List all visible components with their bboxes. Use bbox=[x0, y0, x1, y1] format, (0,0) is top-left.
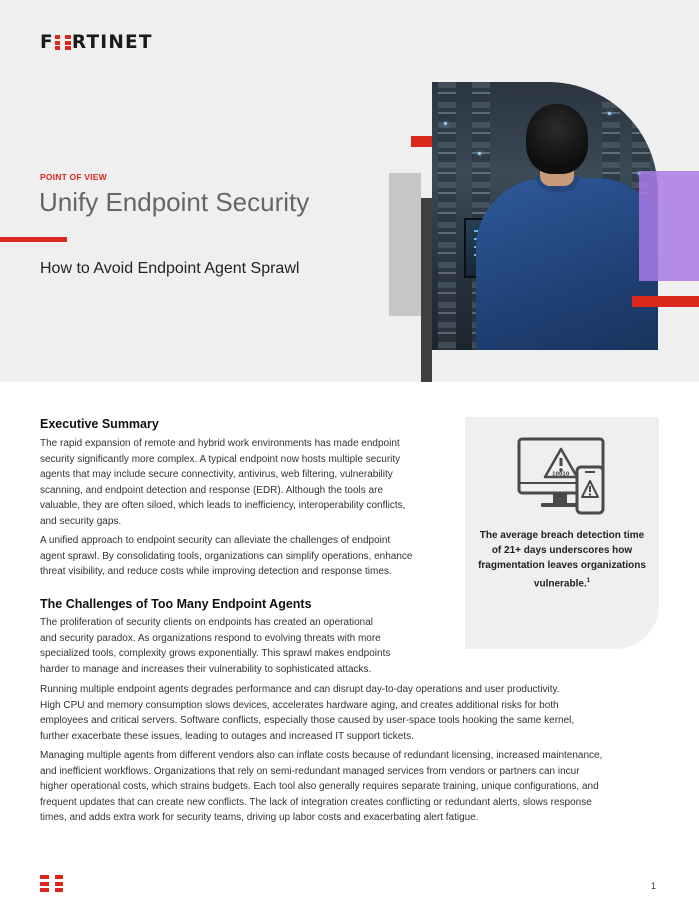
paragraph-challenges-1 bbox=[40, 615, 390, 677]
logo-text-end: RTINET bbox=[71, 32, 153, 53]
text-line: agent sprawl. By consolidating tools, organizations can simplify operations, enhance bbox=[40, 550, 413, 562]
text-line: employees and critical servers. Software conflicts, especially those caused by user-space tools hooking the same kernel, bbox=[40, 715, 575, 726]
decorative-grey-bar bbox=[389, 173, 421, 316]
fortinet-logo bbox=[40, 32, 153, 53]
callout-stat-text bbox=[477, 528, 647, 591]
text-line: further exacerbate these issues, leading to outages and increased IT support tickets. bbox=[40, 730, 414, 742]
footnote-marker: 1 bbox=[586, 577, 591, 584]
text-line: The rapid expansion of remote and hybrid work environments has made endpoint bbox=[40, 438, 400, 449]
text-line: valuable, they are often siloed, which leads to inefficiency, interoperability conflicts, bbox=[40, 500, 406, 511]
text-line: scanning, and endpoint detection and response (EDR). Although the tools are bbox=[40, 484, 384, 496]
stat-callout-box bbox=[465, 417, 659, 649]
document-subtitle: How to Avoid Endpoint Agent Sprawl bbox=[40, 260, 300, 277]
paragraph-exec-2 bbox=[40, 533, 412, 580]
text-line: Running multiple endpoint agents degrades performance and can disrupt day-to-day operations and user productivity. bbox=[40, 684, 560, 695]
text-line: specialized tools, complexity grows exponentially. This sprawl makes endpoints bbox=[40, 648, 391, 659]
monitor-phone-warning-icon bbox=[517, 437, 607, 517]
accent-bar-right bbox=[632, 296, 699, 307]
decorative-dark-bar bbox=[421, 198, 432, 382]
engineer-photo bbox=[432, 82, 658, 350]
paragraph-challenges-2 bbox=[40, 682, 574, 744]
logo-text-start: F bbox=[40, 32, 54, 53]
text-line: A unified approach to endpoint security can alleviate the challenges of endpoint bbox=[40, 535, 391, 546]
eyebrow-label: POINT OF VIEW bbox=[40, 172, 107, 182]
decorative-purple-block bbox=[639, 171, 699, 281]
section-heading-challenges: The Challenges of Too Many Endpoint Agents bbox=[40, 597, 312, 611]
page-number: 1 bbox=[651, 881, 657, 891]
text-line: Managing multiple agents from different vendors also can inflate costs because of redundant licensing, increased maintenance, bbox=[40, 750, 603, 761]
text-line: higher operational costs, which strains budgets. Each tool also generally requires separate training, unique configurations, and bbox=[40, 781, 599, 792]
document-title: Unify Endpoint Security bbox=[39, 187, 310, 217]
paragraph-exec-1 bbox=[40, 436, 405, 529]
callout-text-body: The average breach detection time of 21+ days underscores how fragmentation leaves organizations vulnerable. bbox=[478, 530, 646, 589]
accent-bar bbox=[0, 237, 67, 242]
text-line: and security paradox. As organizations respond to evolving threats with more bbox=[40, 632, 381, 644]
text-line: The proliferation of security clients on endpoints has created an operational bbox=[40, 617, 373, 628]
text-line: and inefficient workflows. Organizations that rely on semi-redundant managed services from vendors or partners can incur bbox=[40, 765, 580, 777]
text-line: security significantly more complex. A typical endpoint now hosts multiple security bbox=[40, 453, 401, 465]
text-line: and security gaps. bbox=[40, 515, 122, 527]
text-line: times, and adds extra work for security teams, driving up labor costs and exacerbating alert fatigue. bbox=[40, 812, 479, 823]
text-line: frequent updates that can create new conflicts. The lack of integration creates conflicting or redundant alerts, slows response bbox=[40, 796, 592, 808]
fortinet-mark-icon bbox=[40, 875, 63, 892]
section-heading-executive-summary: Executive Summary bbox=[40, 417, 159, 431]
paragraph-challenges-3 bbox=[40, 748, 602, 826]
monitor-code-text: 10010 bbox=[552, 471, 570, 478]
hero-banner bbox=[0, 0, 699, 382]
logo-o-icon bbox=[55, 35, 71, 50]
text-line: harder to manage and increases their vulnerability to sophisticated attacks. bbox=[40, 663, 372, 675]
text-line: threat visibility, and reduce costs while improving detection and response times. bbox=[40, 566, 392, 577]
text-line: High CPU and memory consumption slows devices, accelerates hardware aging, and creates additional risks for both bbox=[40, 699, 559, 711]
text-line: agents that may include secure connectivity, antivirus, web filtering, vulnerability bbox=[40, 469, 393, 480]
